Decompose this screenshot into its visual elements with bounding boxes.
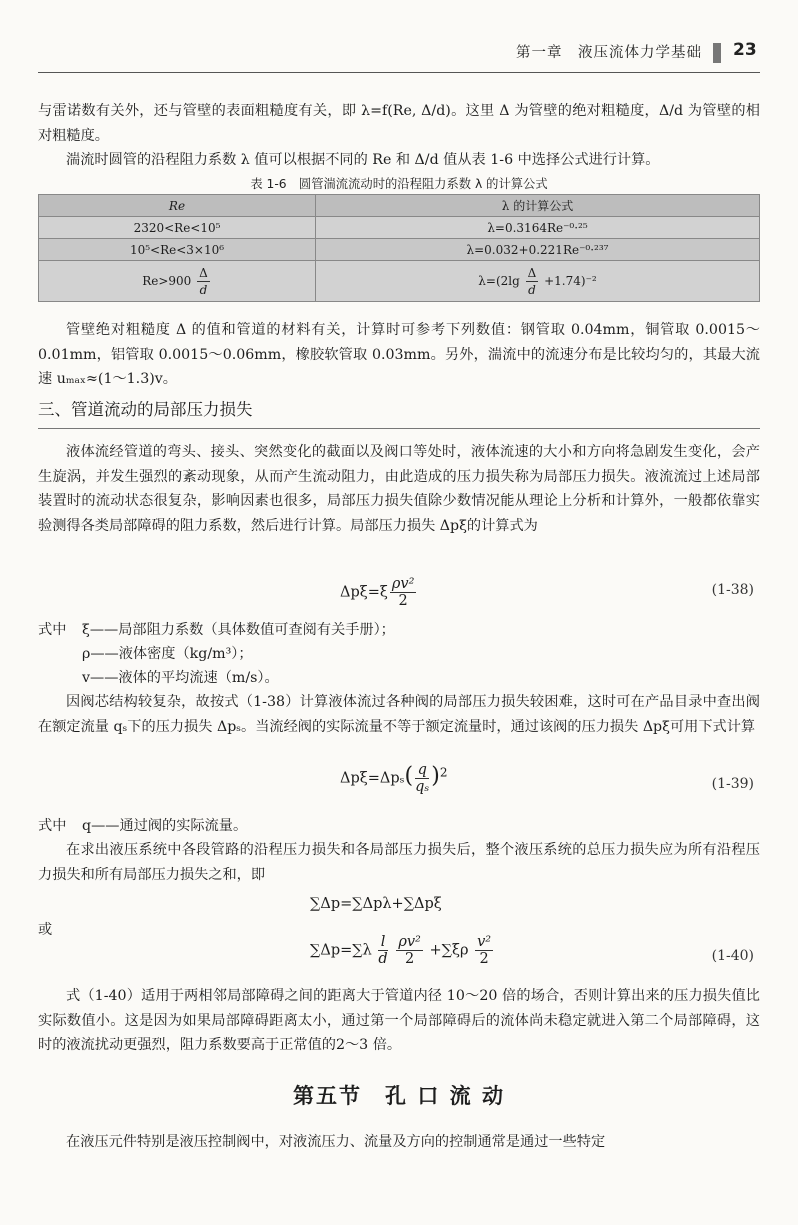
running-header-chapter: 第一章 液压流体力学基础 xyxy=(516,45,702,61)
friction-coefficient-table xyxy=(38,194,760,302)
where-lead: 式中 xyxy=(38,622,67,638)
equation-1-39: Δpξ=Δpₛ( $\frac{q}{\text{qₛ}}$ )$^2$ xyxy=(340,762,448,795)
local-loss-paragraph: 液体流经管道的弯头、接头、突然变化的截面以及阀口等处时，液体流速的大小和方向将急剧发生变化，会产生旋涡，并发生强烈的紊动现象，从而产生流动阻力，由此造成的压力损失称为局部压力损失。液流流过上述局部装置时的流动状态很复杂，影响因素也很多，局部压力损失值除少数情况能从理论上分析和计算外，一般都依靠实验测得各类局部障碍的阻力系数，然后进行计算。局部压力损失 Δpξ的计算式为 xyxy=(38,444,760,534)
table-cell-formula: λ=0.3164Re⁻⁰·²⁵ xyxy=(316,217,760,239)
where-item: v——液体的平均流速（m/s）。 xyxy=(82,670,279,686)
section-heading-rule xyxy=(38,428,760,429)
where-item: q——通过阀的实际流量。 xyxy=(82,818,248,834)
page-number: 23 xyxy=(733,40,757,60)
total-loss-paragraph: 在求出液压系统中各段管路的沿程压力损失和各局部压力损失后，整个液压系统的总压力损失应为所有沿程压力损失和所有局部压力损失之和，即 xyxy=(38,842,760,883)
equation-sum: ∑Δp=∑Δpλ+∑Δpξ xyxy=(310,896,442,912)
equation-number: (1-40) xyxy=(711,948,754,964)
where-lead: 式中 xyxy=(38,818,67,834)
table-cell-re: 2320<Re<10⁵ xyxy=(39,217,316,239)
table-caption: 表 1-6 圆管湍流流动时的沿程阻力系数 λ 的计算公式 xyxy=(250,177,548,191)
equation-number: (1-39) xyxy=(711,776,754,792)
intro-paragraph: 与雷诺数有关外，还与管壁的表面粗糙度有关，即 λ=f(Re, Δ/d)。这里 Δ 为管壁的绝对粗糙度，Δ/d 为管壁的相对粗糙度。 xyxy=(38,103,760,144)
equation-number: (1-38) xyxy=(711,582,754,598)
roughness-paragraph: 管壁绝对粗糙度 Δ 的值和管道的材料有关，计算时可参考下列数值：钢管取 0.04mm，铜管取 0.0015～0.01mm，铝管取 0.0015～0.06mm，橡胶软管取 0.03mm。另外，湍流中的流速分布是比较均匀的，其最大流速 uₘₐₓ≈(1～1.3)v。 xyxy=(38,322,760,387)
application-paragraph: 式（1-40）适用于两相邻局部障碍之间的距离大于管道内径 10～20 倍的场合，否则计算出来的压力损失值比实际数值小。这是因为如果局部障碍距离太小，通过第一个局部障碍后的流体尚未稳定就进入第二个局部障碍，这时的液流扰动更强烈，阻力系数要高于正常值的2～3 倍。 xyxy=(38,988,760,1053)
or-text: 或 xyxy=(38,922,53,938)
section-heading: 三、管道流动的局部压力损失 xyxy=(38,400,253,419)
valve-paragraph: 因阀芯结构较复杂，故按式（1-38）计算液体流过各种阀的局部压力损失较困难，这时可在产品目录中查出阀在额定流量 qₛ下的压力损失 Δpₛ。当流经阀的实际流量不等于额定流量时，通过该阀的压力损失 Δpξ可用下式计算 xyxy=(38,694,760,735)
section-title: 第五节 孔 口 流 动 xyxy=(293,1083,505,1108)
closing-paragraph: 在液压元件特别是液压控制阀中，对液流压力、流量及方向的控制通常是通过一些特定 xyxy=(66,1134,606,1150)
table-cell-formula: λ=(2lg $\frac{\Delta}{d}$ +1.74)⁻² xyxy=(316,261,760,302)
table-cell-re: 10⁵<Re<3×10⁶ xyxy=(39,239,316,261)
where-item: ξ——局部阻力系数（具体数值可查阅有关手册）； xyxy=(82,622,395,638)
table-header-formula: λ 的计算公式 xyxy=(316,195,760,217)
header-bar xyxy=(713,43,721,63)
turbulent-paragraph: 湍流时圆管的沿程阻力系数 λ 值可以根据不同的 Re 和 Δ/d 值从表 1-6 中选择公式进行计算。 xyxy=(66,152,660,168)
equation-1-40: ∑Δp=∑λ $\frac{l}{d}$ $\frac{\text{ρv²}}{2}$ +∑ξρ $\frac{\text{v²}}{2}$ xyxy=(310,934,492,967)
table-cell-re: Re>900 $\frac{\Delta}{d}$ xyxy=(39,261,316,302)
header-rule xyxy=(38,72,760,73)
table-row xyxy=(39,217,760,239)
table-header-re: Re xyxy=(39,195,316,217)
where-item: ρ——液体密度（kg/m³）； xyxy=(82,646,253,662)
equation-1-38: Δpξ=ξ $\frac{\text{ρv²}}{2}$ xyxy=(340,576,415,609)
table-row xyxy=(39,261,760,302)
table-row xyxy=(39,239,760,261)
table-cell-formula: λ=0.032+0.221Re⁻⁰·²³⁷ xyxy=(316,239,760,261)
